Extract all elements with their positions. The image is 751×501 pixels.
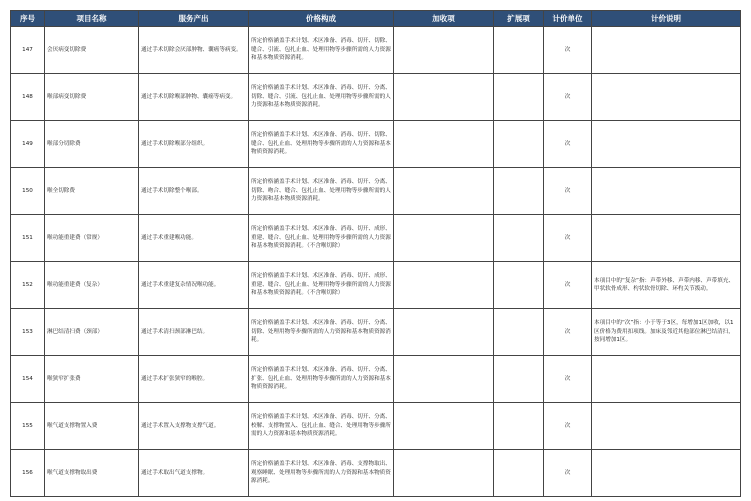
row-price-composition: 所定价格涵盖手术计划、术区准备、消毒、切开、成形、重建、缝合、包扎止血、处理用物等步骤所需的人力资源和基本物质资源消耗。（不含喉切除）	[249, 262, 394, 309]
row-service-output: 通过手术重建复杂情况喉功能。	[139, 262, 249, 309]
row-item-name: 淋巴结清扫费（颈部）	[45, 309, 139, 356]
table-row	[11, 168, 741, 215]
row-pricing-unit: 次	[544, 168, 592, 215]
row-price-composition: 所定价格涵盖手术计划、术区准备、消毒、切开、切除、缝合、包扎止血、处理用物等步骤所需的人力资源和基本物质资源消耗。	[249, 121, 394, 168]
row-surcharge	[394, 309, 494, 356]
row-pricing-notes	[592, 27, 741, 74]
row-service-output: 通过手术扩张狭窄的喉腔。	[139, 356, 249, 403]
row-price-composition: 所定价格涵盖手术计划、术区准备、消毒、切开、分离、扩张、包扎止血、处理用物等步骤所需的人力资源和基本物质资源消耗。	[249, 356, 394, 403]
row-price-composition: 所定价格涵盖手术计划、术区准备、消毒、切开、分离、切除、吻合、缝合、包扎止血、处理用物等步骤所需的人力资源和基本物质资源消耗。	[249, 168, 394, 215]
row-extension	[494, 356, 544, 403]
row-surcharge	[394, 356, 494, 403]
row-pricing-unit: 次	[544, 450, 592, 497]
row-item-name: 喉狭窄扩张费	[45, 356, 139, 403]
row-pricing-unit: 次	[544, 121, 592, 168]
row-service-output: 通过手术切除整个喉部。	[139, 168, 249, 215]
row-price-composition: 所定价格涵盖手术计划、术区准备、消毒、切开、分离、校解、支撑物置入、包扎止血、缝合、处理用物等步骤所需的人力资源和基本物质资源消耗。	[249, 403, 394, 450]
row-item-name: 喉气道支撑物取出费	[45, 450, 139, 497]
table-header-row	[11, 11, 741, 27]
row-service-output: 通过手术切除会厌部肿物、囊癌等病变。	[139, 27, 249, 74]
row-pricing-notes	[592, 74, 741, 121]
row-service-output: 通过手术取出气道支撑物。	[139, 450, 249, 497]
table-row	[11, 356, 741, 403]
row-service-output: 通过手术切除喉部分组织。	[139, 121, 249, 168]
row-price-composition: 所定价格涵盖手术计划、术区准备、消毒、切开、分离、切除、缝合、引流、包扎止血、处理用物等步骤所需的人力资源和基本物质资源消耗。	[249, 74, 394, 121]
table-row	[11, 121, 741, 168]
table-row	[11, 309, 741, 356]
row-extension	[494, 168, 544, 215]
table-row	[11, 215, 741, 262]
header-pricing-unit: 计价单位	[544, 11, 592, 27]
row-pricing-unit: 次	[544, 356, 592, 403]
row-seq: 154	[11, 356, 45, 403]
row-item-name: 喉全切除费	[45, 168, 139, 215]
row-surcharge	[394, 74, 494, 121]
table-row	[11, 27, 741, 74]
row-service-output: 通过手术切除喉部肿物、囊癌等病变。	[139, 74, 249, 121]
header-item-name: 项目名称	[45, 11, 139, 27]
row-seq: 156	[11, 450, 45, 497]
row-pricing-notes	[592, 168, 741, 215]
row-surcharge	[394, 27, 494, 74]
header-price-composition: 价格构成	[249, 11, 394, 27]
table-row	[11, 403, 741, 450]
row-surcharge	[394, 450, 494, 497]
row-extension	[494, 309, 544, 356]
row-pricing-notes: 本项目中的“次”指：小于等于3区，每增加1区加收，以1区价格为费用扣项线。加床及邻近其他部位淋巴结清扫，按同增加1区。	[592, 309, 741, 356]
document-page	[10, 10, 740, 497]
row-extension	[494, 403, 544, 450]
row-pricing-unit: 次	[544, 403, 592, 450]
row-price-composition: 所定价格涵盖手术计划、术区准备、消毒、切开、成形、重建、缝合、包扎止血、处理用物等步骤所需的人力资源和基本物质资源消耗。（不含喉切除）	[249, 215, 394, 262]
row-pricing-unit: 次	[544, 27, 592, 74]
row-service-output: 通过手术置入支撑物支撑气道。	[139, 403, 249, 450]
row-surcharge	[394, 215, 494, 262]
row-seq: 149	[11, 121, 45, 168]
row-pricing-notes	[592, 450, 741, 497]
row-extension	[494, 215, 544, 262]
row-price-composition: 所定价格涵盖手术计划、术区准备、消毒、切开、切除、缝合、引流、包扎止血、处理用物等步骤所需的人力资源和基本物质资源消耗。	[249, 27, 394, 74]
row-service-output: 通过手术重建喉功能。	[139, 215, 249, 262]
row-pricing-unit: 次	[544, 309, 592, 356]
row-price-composition: 所定价格涵盖手术计划、术区准备、消毒、支撑物取出、观察睡眠、处理用物等步骤所需的人力资源和基本物质资源消耗。	[249, 450, 394, 497]
header-extension: 扩展项	[494, 11, 544, 27]
row-pricing-unit: 次	[544, 262, 592, 309]
row-surcharge	[394, 168, 494, 215]
pricing-table	[10, 10, 741, 497]
row-pricing-notes	[592, 121, 741, 168]
row-seq: 151	[11, 215, 45, 262]
header-seq: 序号	[11, 11, 45, 27]
row-price-composition: 所定价格涵盖手术计划、术区准备、消毒、切开、分离、切除、处理用物等步骤所需的人力资源和基本物质资源消耗。	[249, 309, 394, 356]
row-surcharge	[394, 262, 494, 309]
row-pricing-notes	[592, 403, 741, 450]
row-seq: 155	[11, 403, 45, 450]
row-seq: 153	[11, 309, 45, 356]
row-surcharge	[394, 121, 494, 168]
row-extension	[494, 121, 544, 168]
row-item-name: 喉气道支撑物置入费	[45, 403, 139, 450]
row-item-name: 喉功能重建费（复杂）	[45, 262, 139, 309]
row-surcharge	[394, 403, 494, 450]
row-extension	[494, 450, 544, 497]
row-pricing-unit: 次	[544, 215, 592, 262]
row-item-name: 喉功能重建费（常规）	[45, 215, 139, 262]
row-seq: 150	[11, 168, 45, 215]
row-seq: 152	[11, 262, 45, 309]
row-extension	[494, 262, 544, 309]
row-pricing-unit: 次	[544, 74, 592, 121]
row-item-name: 喉部分切除费	[45, 121, 139, 168]
table-row	[11, 74, 741, 121]
table-row	[11, 262, 741, 309]
row-pricing-notes	[592, 356, 741, 403]
row-service-output: 通过手术清扫颈部淋巴结。	[139, 309, 249, 356]
header-surcharge: 加收项	[394, 11, 494, 27]
row-extension	[494, 74, 544, 121]
row-extension	[494, 27, 544, 74]
row-pricing-notes	[592, 215, 741, 262]
row-pricing-notes: 本项目中的“复杂”指：声带外移、声带内移、声带填充、甲状软骨成形、杓状软骨切除、环杓关节拨动。	[592, 262, 741, 309]
header-service-output: 服务产出	[139, 11, 249, 27]
row-item-name: 会厌病变切除费	[45, 27, 139, 74]
row-item-name: 喉部病变切除费	[45, 74, 139, 121]
row-seq: 148	[11, 74, 45, 121]
header-pricing-notes: 计价说明	[592, 11, 741, 27]
row-seq: 147	[11, 27, 45, 74]
table-row	[11, 450, 741, 497]
